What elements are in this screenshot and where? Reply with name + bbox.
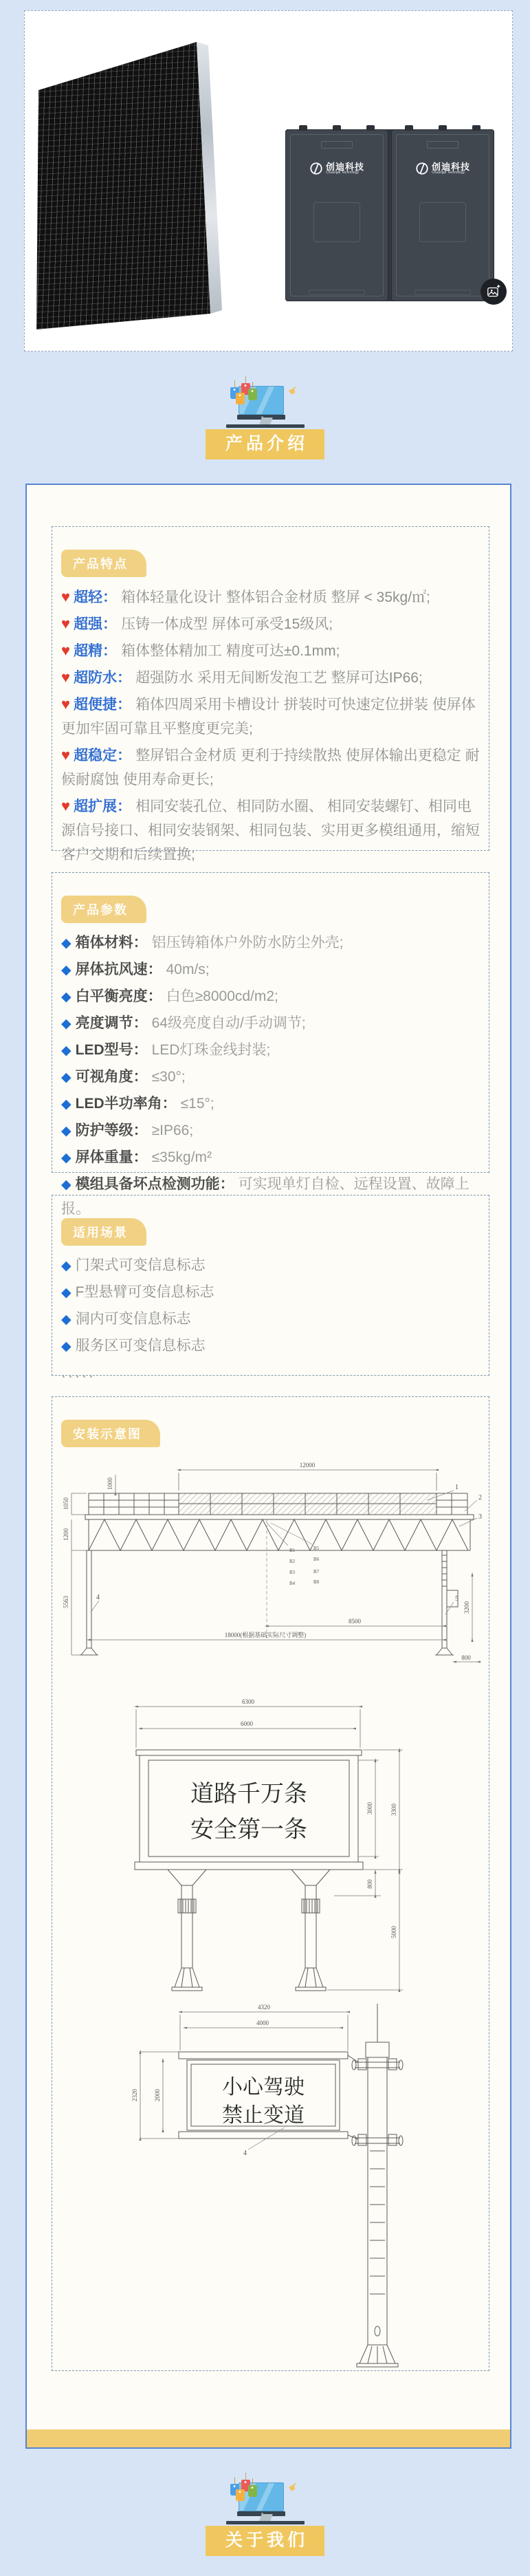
scene-text: 服务区可变信息标志	[75, 1338, 206, 1354]
section-intro-badge	[0, 378, 530, 459]
feature-label: 超轻：	[74, 589, 118, 605]
param-label: 防护等级：	[75, 1123, 148, 1138]
feature-item	[61, 665, 480, 690]
tag-icon-orange	[236, 2489, 245, 2501]
param-label: 屏体重量：	[75, 1149, 148, 1165]
param-label: 可视角度：	[75, 1069, 148, 1085]
dim-label: 5000	[390, 1926, 397, 1938]
dim-label: 18000(根据基础实际尺寸调整)	[224, 1632, 307, 1638]
feature-text: 超强防水 采用无间断发泡工艺 整屏可达IP66;	[135, 670, 423, 686]
feature-label: 超精：	[74, 643, 118, 659]
scene-item	[61, 1280, 480, 1305]
desk-line	[226, 2521, 305, 2524]
heart-icon: ♥	[61, 642, 71, 659]
install-tag: 安装示意图	[61, 1420, 160, 1447]
dim-label: 2000	[154, 2089, 161, 2101]
dim-label: 2320	[131, 2089, 138, 2101]
scene-item	[61, 1253, 480, 1278]
param-item	[61, 1011, 480, 1036]
param-value: ≥IP66;	[151, 1123, 194, 1138]
cabinet-door-outline	[419, 202, 466, 242]
tag-icon-green	[248, 2485, 257, 2497]
diamond-icon: ◆	[61, 1259, 71, 1273]
diamond-icon: ◆	[61, 1339, 71, 1354]
feature-text: 箱体轻量化设计 整体铝合金材质 整屏 < 35kg/㎡;	[121, 589, 430, 605]
brand-name-cn: 创迪科技	[325, 161, 365, 172]
param-value: 铝压铸箱体户外防水防尘外壳;	[151, 935, 344, 951]
sign-text-line1: 小心驾驶	[222, 2075, 305, 2099]
section-about-badge	[0, 2475, 530, 2556]
detail-label: B7	[313, 1569, 320, 1574]
product-photo-card	[24, 10, 513, 351]
param-item	[61, 1038, 480, 1063]
diamond-icon: ◆	[61, 963, 71, 977]
scene-item	[61, 1307, 480, 1332]
detail-label: B5	[313, 1546, 320, 1551]
brand-logo-icon	[415, 162, 429, 175]
dim-label: 3000	[366, 1802, 373, 1815]
param-value: 白色≥8000cd/m2;	[166, 988, 278, 1004]
monitor-tags-illustration	[221, 378, 310, 428]
param-label: 模组具备坏点检测功能：	[75, 1176, 234, 1192]
detail-label: B8	[313, 1579, 320, 1585]
cantilever-drawing	[52, 2002, 489, 2374]
heart-icon: ♥	[61, 797, 71, 814]
feature-label: 超便捷：	[74, 697, 132, 713]
feature-item	[61, 692, 480, 741]
features-tag: 产品特点	[61, 550, 146, 577]
sign-text-line2: 安全第一条	[190, 1816, 307, 1843]
more-dots: ·····	[61, 1368, 96, 1384]
product-detail-card	[25, 484, 511, 2449]
feature-text: 压铸一体成型 屏体可承受15级风;	[121, 616, 333, 632]
scenes-box	[52, 1195, 489, 1384]
install-box	[52, 1396, 489, 2371]
dim-label: 12000	[299, 1462, 316, 1469]
heart-icon: ♥	[61, 588, 71, 605]
detail-label: B4	[289, 1581, 296, 1586]
feature-item	[61, 585, 480, 609]
param-label: 白平衡亮度：	[75, 988, 162, 1004]
heart-icon: ♥	[61, 615, 71, 632]
diamond-icon: ◆	[61, 1124, 71, 1138]
cabinet-latch	[415, 290, 471, 295]
param-label: 亮度调节：	[75, 1015, 148, 1031]
desk-line	[226, 424, 305, 428]
led-cabinets-photo	[285, 129, 494, 301]
section-title-intro: 产品介绍	[206, 429, 324, 459]
cabinet-latch	[309, 290, 365, 295]
param-value: ≤15°;	[180, 1096, 214, 1112]
feature-label: 超强：	[74, 616, 118, 632]
led-panel-front	[35, 42, 214, 331]
led-cabinet	[285, 129, 388, 301]
diamond-icon: ◆	[61, 990, 71, 1004]
expand-image-icon	[486, 284, 501, 299]
param-item	[61, 984, 480, 1009]
feature-label: 超扩展：	[74, 799, 132, 814]
dim-label: 4000	[256, 2020, 269, 2026]
heart-icon: ♥	[61, 746, 71, 764]
dim-label: 5563	[63, 1596, 69, 1608]
brand-name-en: Chuangdi Technology	[431, 171, 465, 175]
brand-name-en: Chuangdi Technology	[325, 171, 360, 175]
heart-icon: ♥	[61, 695, 71, 713]
param-label: 屏体抗风速：	[75, 962, 162, 977]
cabinet-top-slot	[427, 141, 459, 149]
brand-logo-icon	[309, 162, 323, 175]
param-value: 40m/s;	[166, 962, 210, 977]
dim-label: 6300	[242, 1698, 254, 1705]
cabinet-clamps	[392, 125, 494, 131]
param-item	[61, 1118, 480, 1143]
param-item	[61, 931, 480, 955]
diamond-icon: ◆	[61, 1070, 71, 1085]
detail-label: B1	[289, 1548, 296, 1553]
diamond-icon: ◆	[61, 1286, 71, 1300]
diamond-icon: ◆	[61, 936, 71, 951]
callout-label: 3	[478, 1513, 482, 1521]
param-item	[61, 1065, 480, 1090]
callout-label: 4	[243, 2150, 247, 2157]
dim-label: 3200	[463, 1601, 470, 1614]
feature-item	[61, 794, 480, 867]
tag-icon-orange	[236, 393, 245, 404]
monitor-stand	[259, 418, 273, 424]
scene-text: 门架式可变信息标志	[75, 1257, 206, 1273]
brand-logo	[309, 162, 364, 175]
dim-label: 8500	[349, 1618, 361, 1625]
dim-label: 800	[461, 1654, 471, 1661]
brand-name-cn: 创迪科技	[431, 161, 471, 172]
diamond-icon: ◆	[61, 1043, 71, 1058]
features-box	[52, 526, 489, 863]
scenes-tag: 适用场景	[61, 1218, 146, 1246]
expand-image-button[interactable]	[481, 279, 507, 305]
diamond-icon: ◆	[61, 1178, 71, 1192]
led-panel-photo	[35, 42, 228, 334]
heart-icon: ♥	[61, 669, 71, 686]
callout-label: 5	[455, 1595, 459, 1603]
param-value: ≤30°;	[151, 1069, 186, 1085]
monitor-tags-illustration	[221, 2475, 310, 2524]
cabinet-clamps	[286, 125, 388, 131]
detail-label: B2	[289, 1559, 296, 1564]
dim-label: 1050	[63, 1497, 69, 1510]
param-value: 可实现单灯自检、远程设置、故障上报。	[61, 1176, 470, 1217]
feature-item	[61, 638, 480, 663]
dim-label: 800	[366, 1879, 373, 1889]
scene-text: F型悬臂可变信息标志	[75, 1284, 214, 1300]
section-title-about: 关于我们	[206, 2526, 324, 2556]
dim-label: 1000	[107, 1478, 113, 1490]
feature-label: 超防水：	[74, 670, 132, 686]
sign-text-line1: 道路千万条	[190, 1780, 307, 1808]
param-label: 箱体材料：	[75, 935, 148, 951]
callout-label: 2	[478, 1494, 482, 1502]
feature-label: 超稳定：	[74, 748, 132, 764]
param-item	[61, 1092, 480, 1116]
scene-item	[61, 1334, 480, 1359]
cabinet-door-outline	[313, 202, 360, 242]
callout-label: 4	[96, 1594, 100, 1601]
scene-text: 洞内可变信息标志	[75, 1311, 191, 1327]
detail-label: B6	[313, 1557, 320, 1562]
gantry-drawing	[52, 1458, 489, 1698]
feature-text: 箱体整体精加工 精度可达±0.1mm;	[121, 643, 340, 659]
dim-label: 3300	[390, 1804, 397, 1816]
brand-logo	[415, 162, 470, 175]
detail-label: B3	[289, 1570, 296, 1575]
led-cabinet	[391, 129, 494, 301]
callout-label: 1	[455, 1484, 459, 1491]
diamond-icon: ◆	[61, 1097, 71, 1112]
param-item	[61, 1145, 480, 1170]
diamond-icon: ◆	[61, 1017, 71, 1031]
param-value: ≤35kg/m²	[151, 1149, 212, 1165]
diamond-icon: ◆	[61, 1151, 71, 1165]
feature-item	[61, 743, 480, 792]
sign-text-line2: 禁止变道	[222, 2103, 305, 2128]
cabinet-top-slot	[321, 141, 353, 149]
dim-label: 4320	[258, 2004, 270, 2011]
monitor-stand	[259, 2514, 273, 2521]
hand-icon: ☛	[286, 383, 302, 399]
params-box	[52, 872, 489, 1217]
hand-icon: ☛	[286, 2480, 302, 2496]
feature-item	[61, 611, 480, 636]
feature-text: 箱体四周采用卡槽设计 拼装时可快速定位拼装 使屏体更加牢固可靠且平整度更完美;	[61, 697, 476, 737]
param-item	[61, 957, 480, 982]
card-footer-band	[27, 2429, 510, 2447]
feature-text: 相同安装孔位、相同防水圈、 相同安装螺钉、相同电源信号接口、相同安装钢架、相同包装、实用更多模组通用，缩短客户交期和后续置换;	[61, 799, 480, 863]
param-value: 64级亮度自动/手动调节;	[151, 1015, 306, 1031]
feature-text: 整屏铝合金材质 更利于持续散热 使屏体输出更稳定 耐候耐腐蚀 使用寿命更长;	[61, 748, 480, 788]
dim-label: 6000	[241, 1720, 253, 1727]
dim-label: 1200	[63, 1528, 69, 1541]
param-value: LED灯珠金线封装;	[151, 1042, 271, 1058]
param-label: LED型号：	[75, 1042, 148, 1058]
diamond-icon: ◆	[61, 1312, 71, 1327]
tag-icon-green	[248, 389, 257, 400]
billboard-drawing	[52, 1698, 489, 1994]
param-label: LED半功率角：	[75, 1096, 177, 1112]
params-tag: 产品参数	[61, 896, 146, 923]
